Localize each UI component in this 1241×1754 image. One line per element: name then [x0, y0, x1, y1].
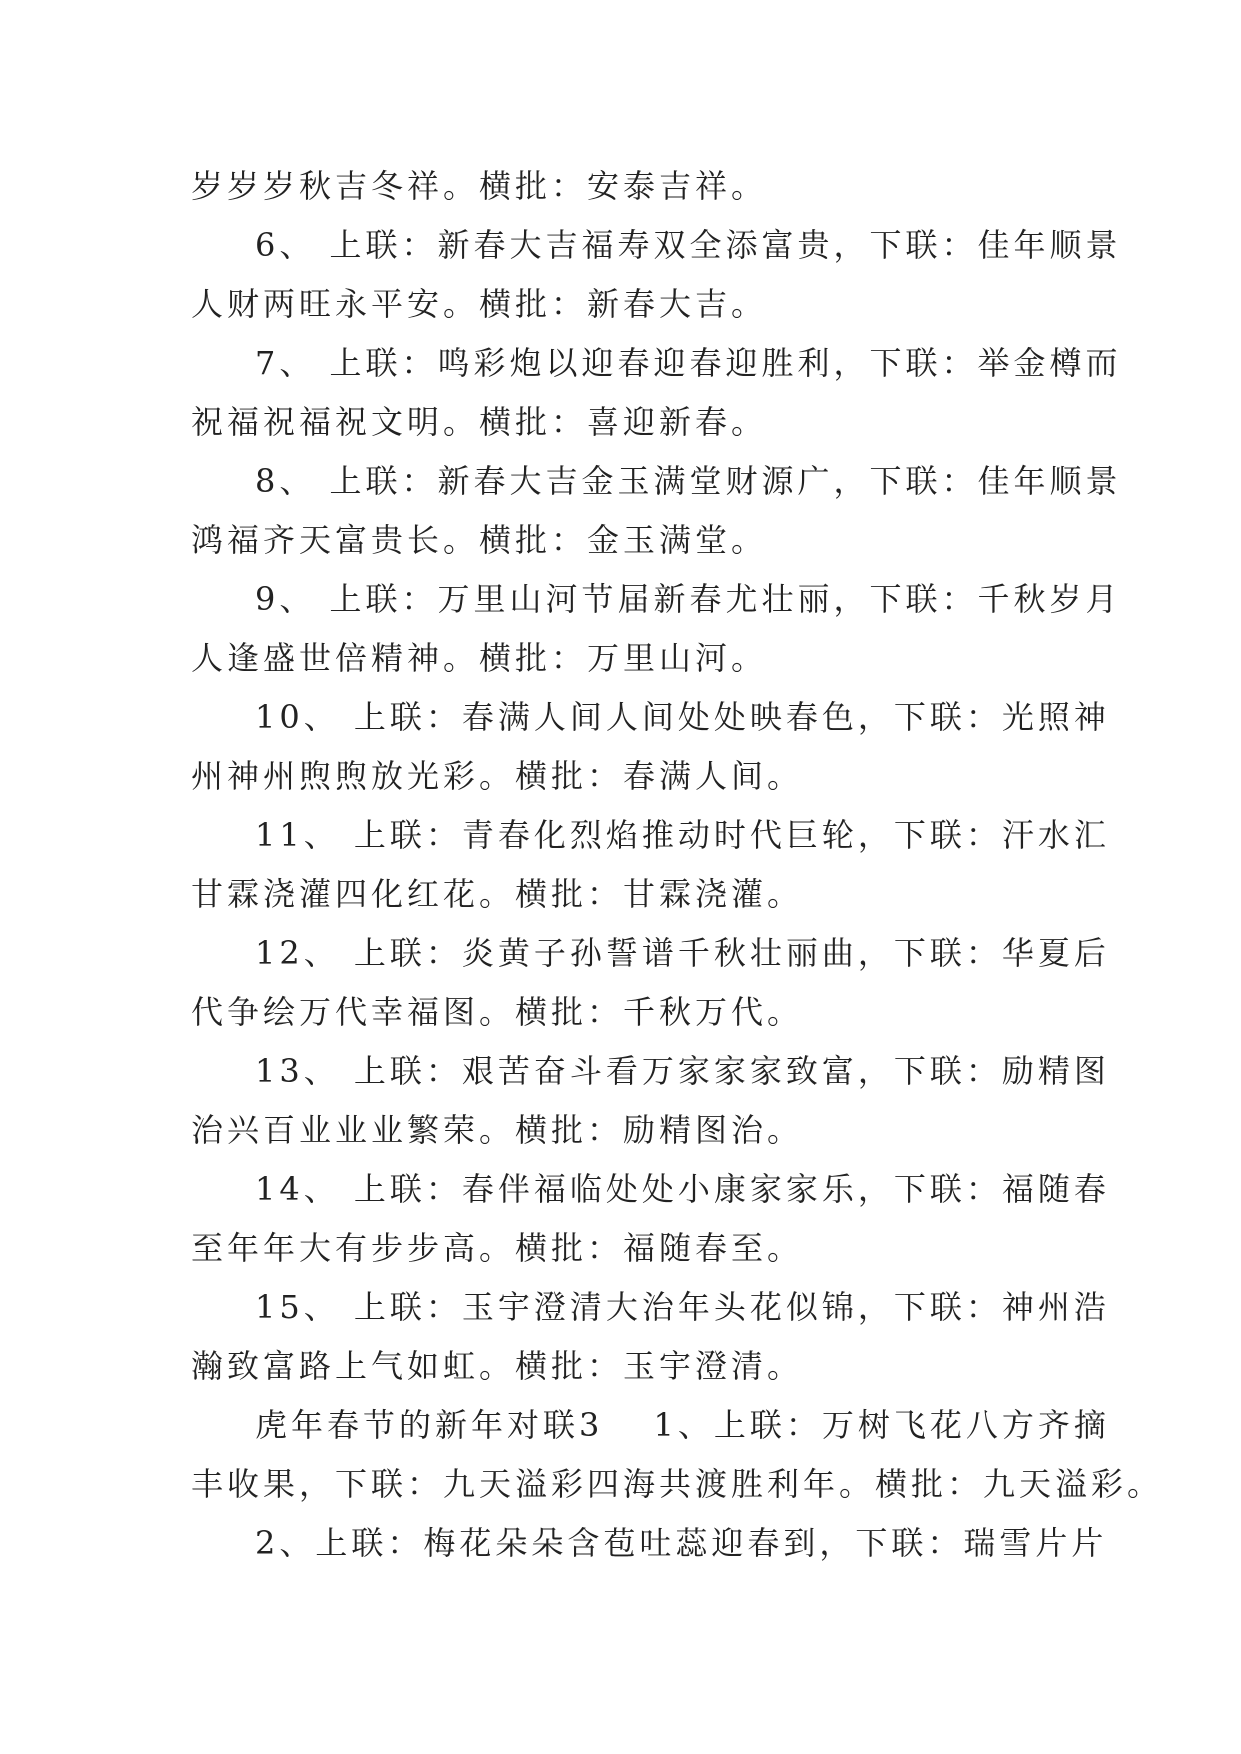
text-line: 13、 上联：艰苦奋斗看万家家家致富，下联：励精图: [255, 1052, 1110, 1090]
text-line: 14、 上联：春伴福临处处小康家家乐，下联：福随春: [255, 1170, 1110, 1208]
text-line: 人财两旺永平安。横批：新春大吉。: [191, 285, 768, 323]
text-line: 15、 上联：玉宇澄清大治年头花似锦，下联：神州浩: [255, 1288, 1110, 1326]
text-line: 祝福祝福祝文明。横批：喜迎新春。: [191, 403, 768, 441]
text-line: 11、 上联：青春化烈焰推动时代巨轮，下联：汗水汇: [255, 816, 1110, 854]
document-body: [191, 157, 1164, 1573]
text-line: 2、上联：梅花朵朵含苞吐蕊迎春到，下联：瑞雪片片: [255, 1524, 1108, 1562]
text-line: 7、 上联：鸣彩炮以迎春迎春迎胜利，下联：举金樽而: [255, 344, 1122, 382]
text-line: 10、 上联：春满人间人间处处映春色，下联：光照神: [255, 698, 1110, 736]
text-line: 至年年大有步步高。横批：福随春至。: [191, 1229, 804, 1267]
text-line: 岁岁岁秋吉冬祥。横批：安泰吉祥。: [191, 167, 768, 205]
text-line: 虎年春节的新年对联3 1、上联：万树飞花八方齐摘: [255, 1406, 1110, 1444]
text-line: 12、 上联：炎黄子孙誓谱千秋壮丽曲，下联：华夏后: [255, 934, 1110, 972]
text-line: 州神州煦煦放光彩。横批：春满人间。: [191, 757, 804, 795]
text-line: 甘霖浇灌四化红花。横批：甘霖浇灌。: [191, 875, 804, 913]
text-line: 8、 上联：新春大吉金玉满堂财源广，下联：佳年顺景: [255, 462, 1122, 500]
text-line: 6、 上联：新春大吉福寿双全添富贵，下联：佳年顺景: [255, 226, 1122, 264]
text-line: 丰收果，下联：九天溢彩四海共渡胜利年。横批：九天溢彩。: [191, 1465, 1164, 1503]
text-line: 瀚致富路上气如虹。横批：玉宇澄清。: [191, 1347, 804, 1385]
text-line: 代争绘万代幸福图。横批：千秋万代。: [191, 993, 804, 1031]
text-line: 9、 上联：万里山河节届新春尤壮丽，下联：千秋岁月: [255, 580, 1122, 618]
text-line: 鸿福齐天富贵长。横批：金玉满堂。: [191, 521, 768, 559]
text-line: 人逢盛世倍精神。横批：万里山河。: [191, 639, 768, 677]
text-line: 治兴百业业业繁荣。横批：励精图治。: [191, 1111, 804, 1149]
